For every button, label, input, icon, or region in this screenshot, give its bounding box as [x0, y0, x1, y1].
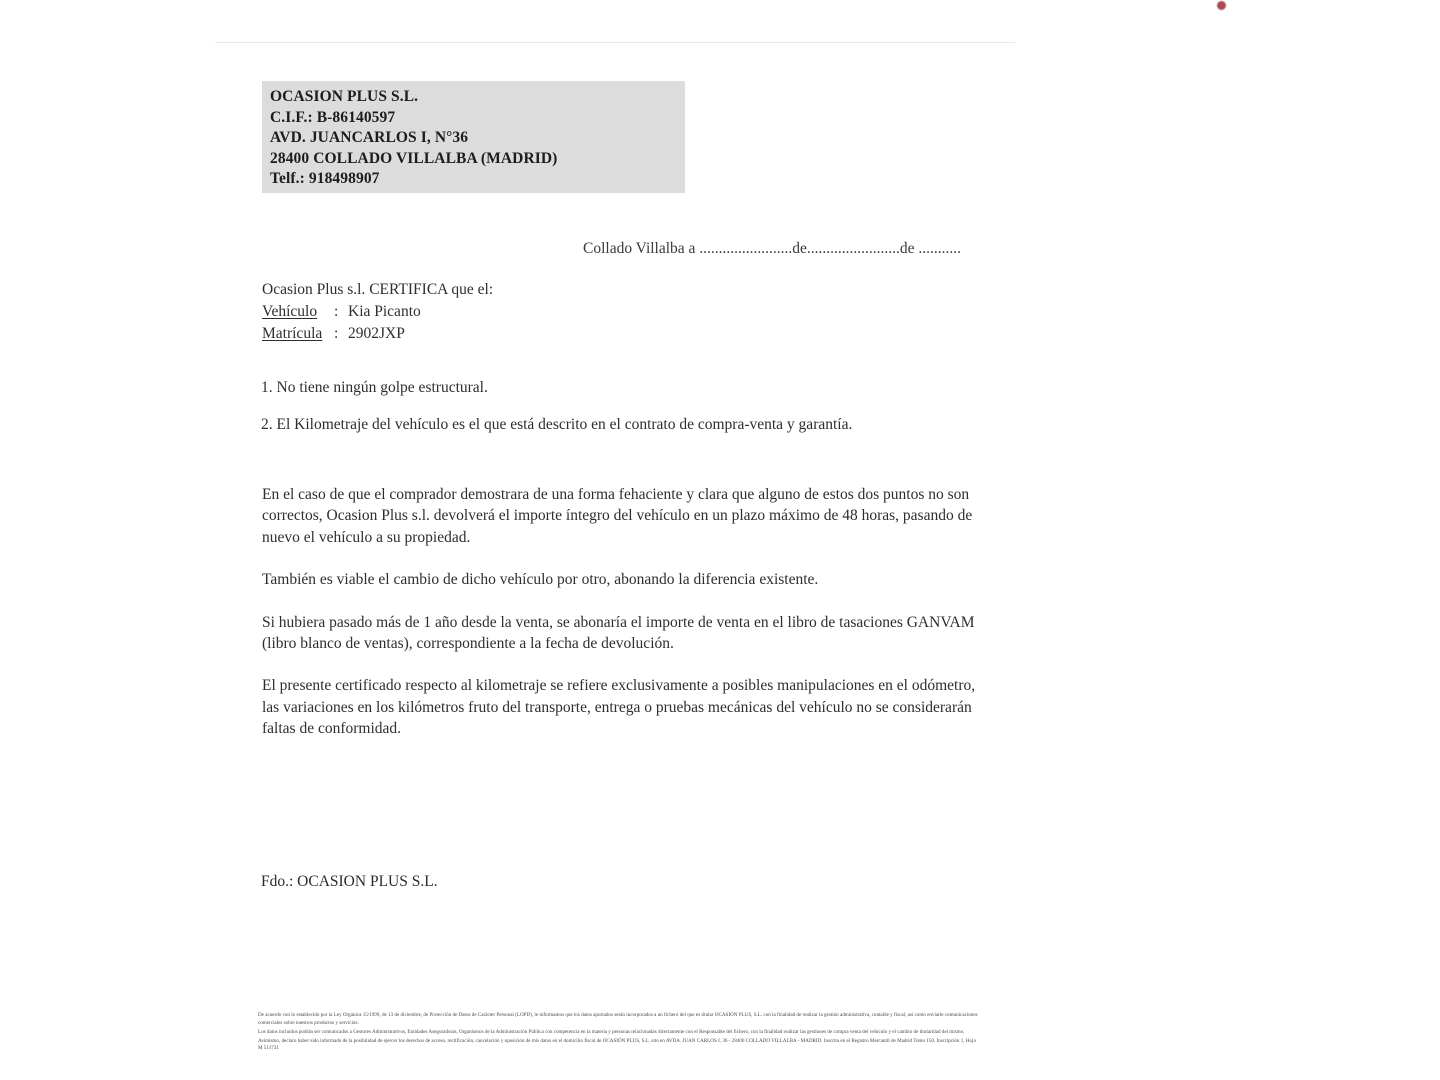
- plate-field-row: [262, 323, 493, 345]
- fine-print-paragraph-rights: Asimismo, declaro haber sido informado de la posibilidad de ejercer los derechos de acceso, rectificación, cancelación y oposición de mis datos en el domicilio fiscal de OCASIÓN PLUS, S.L. sito en AVDA. JUAN CARLOS I, 36 - 28400 COLLADO VILLALBA - MADRID. Inscrita en el Registro Mercantil de Madrid Tomo 150, Inscripción 1, Hoja M 511731: [258, 1037, 976, 1052]
- body-paragraph-odometer: El presente certificado respecto al kilometraje se refiere exclusivamente a posibles manipulaciones en el odómetro, las variaciones en los kilómetros fruto del transporte, entrega o pruebas mecánicas del vehículo no se considerarán faltas de conformidad.: [262, 677, 976, 738]
- fine-print-paragraph-lopd: De acuerdo con lo establecido por la Ley Orgánica 15/1999, de 13 de diciembre, de Protección de Datos de Carácter Personal (LOPD), le informamos que los datos aportados serán incorporados a un fichero del que es titular OCASION PLUS, S.L. con la finalidad de realizar la gestión administrativa, contable y fiscal, así como enviarle comunicaciones comerciales sobre nuestros productos y servicios.: [258, 1012, 978, 1026]
- letterhead-company-name: OCASION PLUS S.L.: [270, 88, 419, 105]
- letterhead-street: AVD. JUANCARLOS I, N°36: [270, 129, 469, 147]
- plate-label: Matrícula: [262, 325, 323, 342]
- vehicle-separator: :: [334, 303, 339, 320]
- legal-fine-print: [258, 1012, 980, 1053]
- body-paragraph-refund: En el caso de que el comprador demostrara de una forma fehaciente y clara que alguno de estos dos puntos no son correctos, Ocasion Plus s.l. devolverá el importe íntegro del vehículo en un plazo máximo de 48 horas, pasando de nuevo el vehículo a su propiedad.: [262, 486, 973, 546]
- certification-intro: Ocasion Plus s.l. CERTIFICA que el:: [262, 281, 494, 298]
- date-line: Collado Villalba a ........................de........................de ...........: [583, 240, 962, 257]
- certification-point-1: 1. No tiene ningún golpe estructural.: [261, 379, 488, 396]
- signature-line: Fdo.: OCASION PLUS S.L.: [261, 873, 438, 890]
- letterhead-phone: Telf.: 918498907: [270, 170, 380, 188]
- red-ink-speck-mark: [1217, 1, 1226, 10]
- letterhead-cif: C.I.F.: B-86140597: [270, 108, 396, 126]
- vehicle-value: Kia Picanto: [348, 303, 421, 320]
- fine-print-paragraph-disclosure: Los datos incluidos podrán ser comunicados a Gestores Administrativos, Entidades Aseguradoras, Organismos de la Administración Pública con competencia en la materia y personas relacionadas directamente con el Responsable del fichero, con la finalidad realizar las gestiones de compra venta del vehículo y el cambio de titularidad del mismo.: [258, 1028, 965, 1035]
- company-letterhead-block: [262, 81, 685, 193]
- page-top-rule: [215, 42, 1015, 43]
- vehicle-field-row: [262, 301, 493, 323]
- body-copy: [262, 484, 978, 740]
- letterhead-city: 28400 COLLADO VILLALBA (MADRID): [270, 149, 558, 167]
- certification-points-list: [261, 379, 852, 434]
- vehicle-label: Vehículo: [262, 303, 318, 320]
- certification-point-2: 2. El Kilometraje del vehículo es el que está descrito en el contrato de compra-venta y garantía.: [261, 416, 853, 433]
- body-paragraph-exchange: También es viable el cambio de dicho vehículo por otro, abonando la diferencia existente.: [262, 571, 819, 589]
- plate-value: 2902JXP: [348, 325, 405, 342]
- body-paragraph-ganvam: Si hubiera pasado más de 1 año desde la venta, se abonaría el importe de venta en el libro de tasaciones GANVAM (libro blanco de ventas), correspondiente a la fecha de devolución.: [262, 613, 975, 653]
- certification-block: [262, 279, 493, 345]
- plate-separator: :: [334, 325, 339, 342]
